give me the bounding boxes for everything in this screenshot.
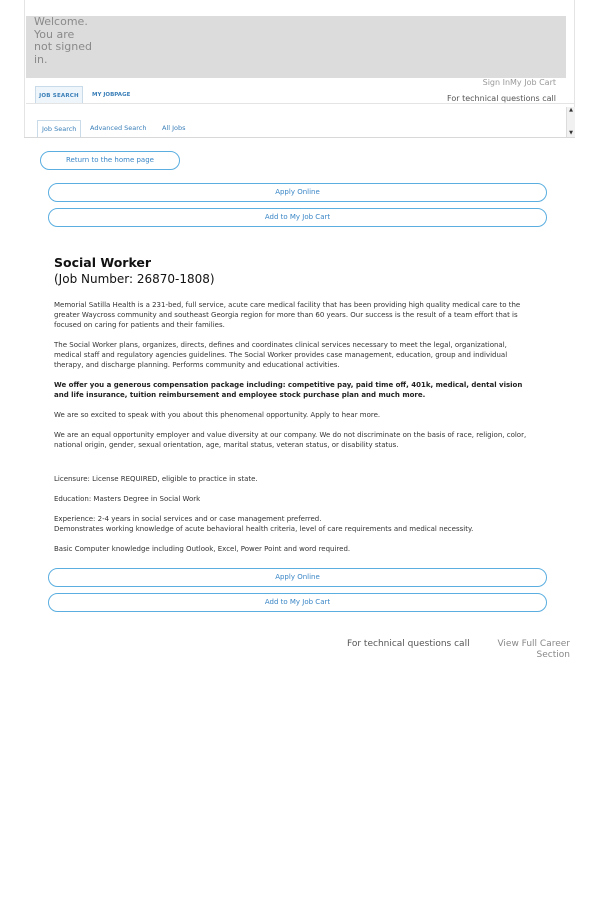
tab-my-jobpage[interactable]: MY JOBPAGE [92, 92, 131, 98]
sign-in-link[interactable]: Sign In [482, 78, 511, 87]
subnav-divider [24, 137, 575, 138]
job-cart-link[interactable]: My Job Cart [510, 78, 556, 87]
job-description-apply: We are so excited to speak with you about this phenomenal opportunity. Apply to hear more. [54, 411, 381, 419]
subnav-scrollbar[interactable] [566, 107, 575, 137]
job-number: (Job Number: 26870-1808) [54, 272, 215, 286]
job-description-intro: Memorial Satilla Health is a 231-bed, full service, acute care medical facility that has been providing high quality medical care to the greater Waycross community and southeast Georgia region for more than 60 years. Our success is the result of a team effort that is focused on caring for patients and their families. [54, 301, 521, 329]
return-home-button[interactable]: Return to the home page [40, 151, 180, 170]
job-experience: Experience: 2-4 years in social services and or case management preferred. [54, 515, 322, 523]
job-licensure: Licensure: License REQUIRED, eligible to practice in state. [54, 475, 258, 483]
account-links [483, 78, 556, 87]
view-full-career-section-link[interactable]: View Full Career Section [497, 639, 570, 660]
tab-job-search[interactable]: JOB SEARCH [35, 86, 83, 104]
job-computer-skills: Basic Computer knowledge including Outlook, Excel, Power Point and word required. [54, 545, 351, 553]
tech-questions-footer: For technical questions call [347, 639, 470, 649]
add-to-cart-button-top[interactable]: Add to My Job Cart [48, 208, 547, 227]
welcome-banner [26, 16, 566, 78]
job-education: Education: Masters Degree in Social Work [54, 495, 201, 503]
job-description-role: The Social Worker plans, organizes, directs, defines and coordinates clinical services necessary to meet the legal, organizational, medical staff and regulatory agencies guidelines. The Social Worker provides case management, education, group and individual therapy, and discharge planning. Performs community and educational activities. [54, 341, 508, 369]
tech-questions-header: For technical questions call [447, 94, 556, 103]
subtab-advanced-search[interactable]: Advanced Search [90, 124, 147, 132]
nav-divider [26, 103, 574, 104]
apply-online-button-top[interactable]: Apply Online [48, 183, 547, 202]
job-description-eeo: We are an equal opportunity employer and value diversity at our company. We do not discriminate on the basis of race, religion, color, national origin, gender, sexual orientation, age, marital status, veteran status, or disability status. [54, 431, 527, 449]
scroll-up-icon[interactable]: ▲ [569, 107, 573, 113]
subtab-all-jobs[interactable]: All Jobs [162, 124, 186, 132]
add-to-cart-button-bottom[interactable]: Add to My Job Cart [48, 593, 547, 612]
apply-online-button-bottom[interactable]: Apply Online [48, 568, 547, 587]
job-title: Social Worker [54, 255, 152, 270]
welcome-text: Welcome. You are not signed in. [34, 15, 93, 66]
job-description-benefits: We offer you a generous compensation package including: competitive pay, paid time off, 401k, medical, dental vision and life insurance, tuition reimbursement and employee stock purchase plan and much more. [54, 381, 523, 399]
subtab-job-search[interactable]: Job Search [37, 120, 81, 137]
job-knowledge: Demonstrates working knowledge of acute behavioral health criteria, level of care requirements and medical necessity. [54, 525, 474, 533]
scroll-down-icon[interactable]: ▼ [569, 130, 573, 136]
